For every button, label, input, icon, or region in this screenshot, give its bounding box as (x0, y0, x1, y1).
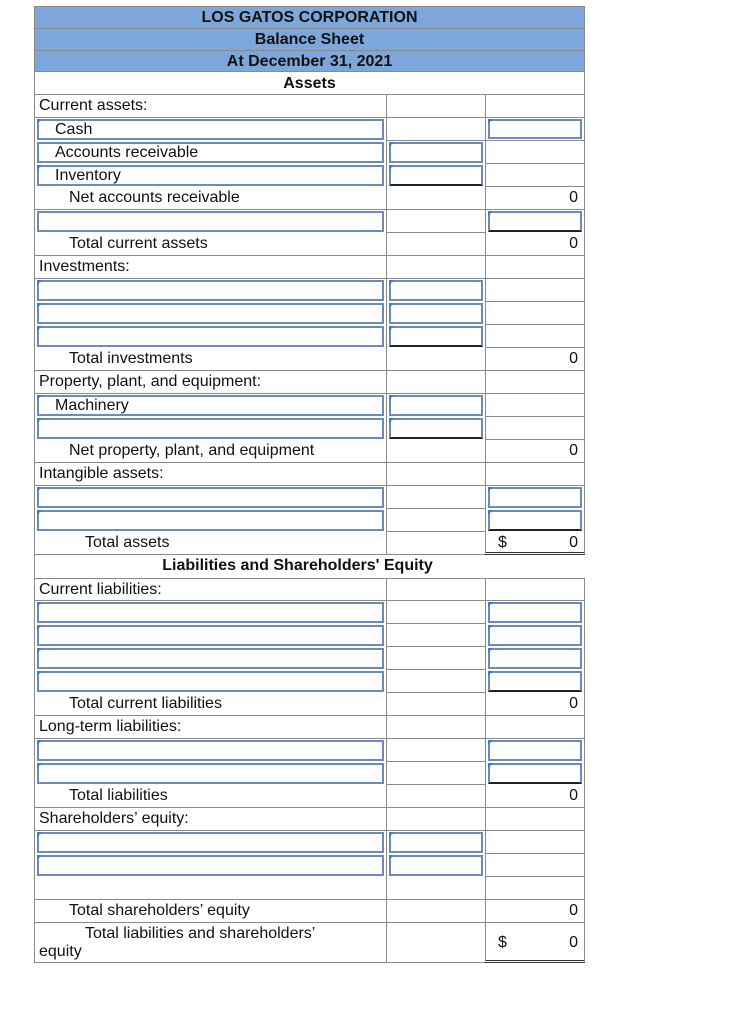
total-investments-label: Total investments (69, 350, 193, 367)
intangible-2-label-input[interactable] (37, 510, 384, 531)
equity-1-label-input[interactable] (37, 832, 384, 853)
current-asset-extra-label-input[interactable] (37, 211, 384, 232)
row-accounts-receivable (34, 141, 585, 164)
total-current-liabilities-value: 0 (569, 695, 578, 712)
machinery-amount-input[interactable] (389, 395, 483, 416)
total-current-liabilities-label: Total current liabilities (69, 695, 222, 712)
long-term-liability-1-amount-input[interactable] (488, 740, 582, 761)
ar-label-input[interactable] (37, 142, 384, 163)
total-investments-value: 0 (569, 350, 578, 367)
inventory-label: Inventory (55, 167, 121, 184)
section-long-term-liabilities (34, 716, 585, 739)
net-ar-label: Net accounts receivable (69, 189, 240, 206)
total-liab-equity-label-line1: Total liabilities and shareholders’ (85, 925, 316, 942)
current-liability-1-label-input[interactable] (37, 602, 384, 623)
intangible-2-amount-input[interactable] (488, 510, 582, 531)
investment-2-label-input[interactable] (37, 303, 384, 324)
statement-date: At December 31, 2021 (34, 50, 585, 72)
current-liability-2-label-input[interactable] (37, 625, 384, 646)
cash-total-input[interactable] (488, 119, 582, 139)
section-label: Current assets: (39, 97, 148, 114)
long-term-liabilities-label: Long-term liabilities: (39, 718, 182, 735)
total-current-assets-value: 0 (569, 235, 578, 252)
row-investment-1 (34, 279, 585, 302)
row-long-term-liability-1 (34, 739, 585, 762)
row-total-current-liabilities (34, 693, 585, 716)
row-investment-3 (34, 325, 585, 348)
long-term-liability-2-amount-input[interactable] (488, 763, 582, 784)
current-liabilities-label: Current liabilities: (39, 581, 162, 598)
ar-amount-input[interactable] (389, 142, 483, 163)
ppe-extra-amount-input[interactable] (389, 418, 483, 439)
total-liabilities-value: 0 (569, 787, 578, 804)
row-current-liability-4 (34, 670, 585, 693)
row-inventory (34, 164, 585, 187)
assets-heading: Assets (34, 72, 585, 95)
section-shareholders-equity (34, 808, 585, 831)
long-term-liability-2-label-input[interactable] (37, 763, 384, 784)
row-ppe-extra (34, 417, 585, 440)
investment-3-label-input[interactable] (37, 326, 384, 347)
row-cash (34, 118, 585, 141)
net-ppe-value: 0 (569, 442, 578, 459)
cash-label-input[interactable] (37, 119, 384, 140)
total-liab-equity-value: 0 (569, 934, 578, 951)
total-current-assets-label: Total current assets (69, 235, 208, 252)
row-current-liability-3 (34, 647, 585, 670)
liabilities-heading: Liabilities and Shareholders' Equity (162, 557, 433, 574)
shareholders-equity-label: Shareholders’ equity: (39, 810, 189, 827)
investment-2-amount-input[interactable] (389, 303, 483, 324)
investment-1-label-input[interactable] (37, 280, 384, 301)
row-net-ar (34, 187, 585, 210)
row-long-term-liability-2 (34, 762, 585, 785)
current-asset-extra-amount-input[interactable] (488, 211, 582, 232)
statement-title: Balance Sheet (34, 28, 585, 50)
current-liability-2-amount-input[interactable] (488, 625, 582, 646)
row-total-current-assets (34, 233, 585, 256)
row-current-liability-1 (34, 601, 585, 624)
current-liability-4-label-input[interactable] (37, 671, 384, 692)
row-intangible-2 (34, 509, 585, 532)
row-equity-2 (34, 854, 585, 877)
company-name: LOS GATOS CORPORATION (34, 6, 585, 28)
long-term-liability-1-label-input[interactable] (37, 740, 384, 761)
machinery-label: Machinery (55, 397, 129, 414)
current-liability-3-amount-input[interactable] (488, 648, 582, 669)
total-liabilities-label: Total liabilities (69, 787, 168, 804)
cash-label: Cash (55, 121, 93, 138)
section-current-liabilities (34, 578, 585, 601)
investment-1-amount-input[interactable] (389, 280, 483, 301)
total-liab-equity-dollar: $ (498, 934, 507, 951)
investments-label: Investments: (39, 258, 130, 275)
total-assets-dollar: $ (498, 534, 507, 551)
total-shareholders-equity-label: Total shareholders’ equity (69, 902, 250, 919)
investment-3-amount-input[interactable] (389, 326, 483, 347)
inventory-amount-input[interactable] (389, 165, 483, 186)
row-current-liability-2 (34, 624, 585, 647)
row-total-assets (34, 532, 585, 555)
section-current-assets (34, 95, 585, 118)
ppe-extra-label-input[interactable] (37, 418, 384, 439)
ppe-label: Property, plant, and equipment: (39, 373, 262, 390)
machinery-label-input[interactable] (37, 395, 384, 416)
current-liability-3-label-input[interactable] (37, 648, 384, 669)
row-net-ppe (34, 440, 585, 463)
row-investment-2 (34, 302, 585, 325)
row-machinery (34, 394, 585, 417)
equity-2-amount-input[interactable] (389, 855, 483, 876)
row-total-shareholders-equity (34, 900, 585, 923)
total-shareholders-equity-value: 0 (569, 902, 578, 919)
net-ar-value: 0 (569, 189, 578, 206)
equity-2-label-input[interactable] (37, 855, 384, 876)
intangible-1-amount-input[interactable] (488, 487, 582, 508)
row-current-asset-extra (34, 210, 585, 233)
row-equity-blank (34, 877, 585, 900)
liabilities-heading-row (34, 555, 585, 578)
row-intangible-1 (34, 486, 585, 509)
inventory-label-input[interactable] (37, 165, 384, 186)
equity-1-amount-input[interactable] (389, 832, 483, 853)
total-assets-label: Total assets (85, 534, 170, 551)
row-total-investments (34, 348, 585, 371)
row-total-liabilities-equity (34, 923, 585, 963)
current-liability-1-amount-input[interactable] (488, 602, 582, 623)
section-intangible (34, 463, 585, 486)
net-ppe-label: Net property, plant, and equipment (69, 442, 315, 459)
total-assets-value: 0 (569, 534, 578, 551)
current-liability-4-amount-input[interactable] (488, 671, 582, 692)
total-liab-equity-label-line2: equity (39, 943, 82, 960)
section-investments (34, 256, 585, 279)
intangible-1-label-input[interactable] (37, 487, 384, 508)
ar-label: Accounts receivable (55, 144, 199, 161)
section-ppe (34, 371, 585, 394)
row-equity-1 (34, 831, 585, 854)
row-total-liabilities (34, 785, 585, 808)
balance-sheet (34, 6, 585, 963)
intangible-label: Intangible assets: (39, 465, 164, 482)
